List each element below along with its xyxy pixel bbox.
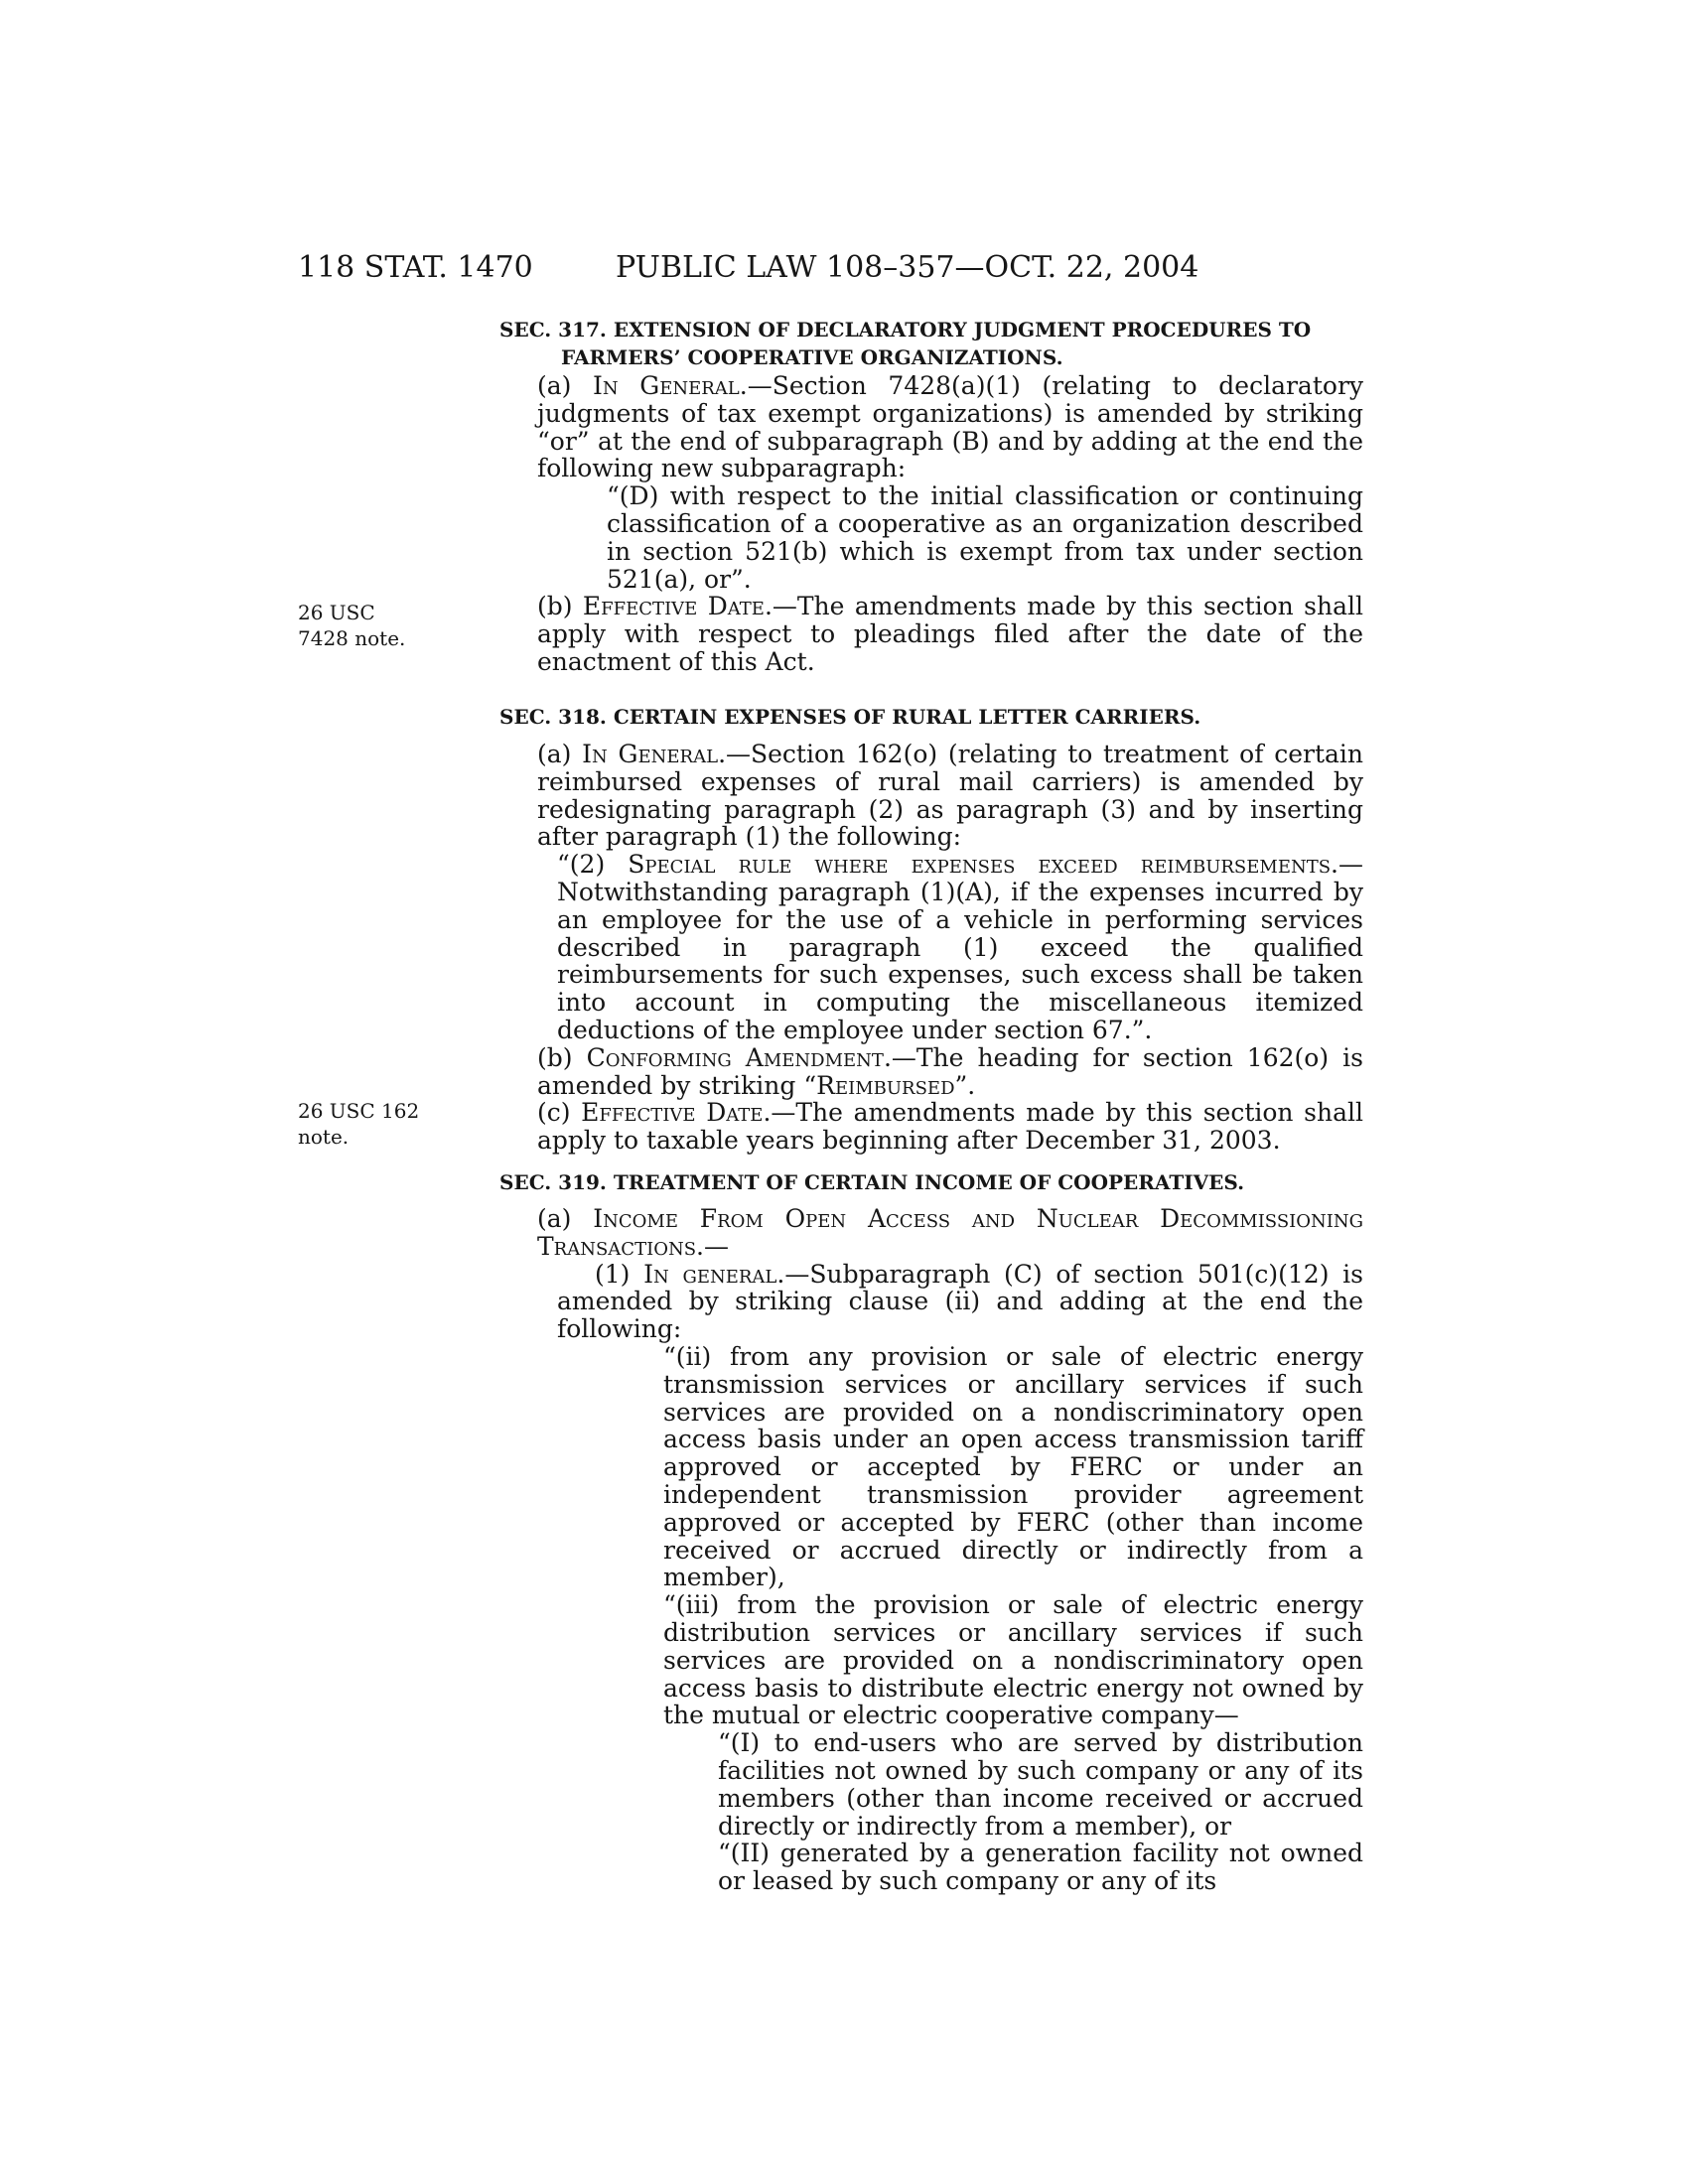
sec-317-b-label: (b) <box>537 592 583 621</box>
sec-318-p2-heading: Special rule where expenses exceed reimbursements <box>628 850 1332 880</box>
sec-317-a-heading: In General <box>593 371 740 400</box>
sec-318-title: SEC. 318. CERTAIN EXPENSES OF RURAL LETTER CARRIERS. <box>499 705 1201 729</box>
sec-317-a-label: (a) <box>537 371 594 400</box>
sec-319-a-1-inner <box>557 1261 1363 1343</box>
sec-318-b-text1: .—The heading for section 162(o) is amended by striking “ <box>537 1042 1363 1100</box>
sec-318-p2-label: “(2) <box>557 850 629 880</box>
sec-317-title-line1: SEC. 317. EXTENSION OF DECLARATORY JUDGMENT PROCEDURES TO <box>499 318 1312 341</box>
sec-318-b-caps: Reimbursed <box>816 1070 955 1100</box>
side-note-162: 26 USC 162 note. <box>298 1099 420 1149</box>
sec-318-a-heading: In General <box>582 740 719 768</box>
sec-319-a-heading: Income From Open Access and Nuclear Decommissioning Transactions <box>537 1204 1364 1261</box>
sec-319-title: SEC. 319. TREATMENT OF CERTAIN INCOME OF COOPERATIVES. <box>499 1170 1245 1194</box>
sec-317-title-line2: FARMERS’ COOPERATIVE ORGANIZATIONS. <box>561 345 1063 369</box>
page-reference: 118 STAT. 1470 <box>298 250 533 285</box>
sec-319-clause-iii: “(iii) from the provision or sale of electric energy distribution services or ancillary services if such services are provided on a nondiscriminatory open access basis to distribute electric energy not owned by the mutual or electric cooperative company— <box>663 1590 1363 1730</box>
sec-318-b-label: (b) <box>537 1042 587 1072</box>
sec-318-b <box>499 1044 1363 1100</box>
sec-318-p2-text: .—Notwithstanding paragraph (1)(A), if the expenses incurred by an employee for the use of a vehicle in performing services described in paragraph (1) exceed the qualified reimbursements for such expenses, such excess shall be taken into account in computing the miscellaneous itemized deductions of the employee under section 67.”. <box>557 850 1363 1044</box>
sec-318-a-label: (a) <box>537 740 583 768</box>
sec-319-subclause-I: “(I) to end-users who are served by distribution facilities not owned by such company or any of its members (other than income received or accrued directly or indirectly from a member), or <box>718 1728 1363 1841</box>
sec-317-b <box>499 593 1363 675</box>
sec-318-b-text2: ”. <box>954 1070 976 1100</box>
sec-318-c-text: .—The amendments made by this section shall apply to taxable years beginning after December 31, 2003. <box>537 1098 1364 1156</box>
sec-318-c <box>499 1099 1363 1155</box>
sec-318-a <box>499 741 1363 851</box>
sec-319-subclause-II: “(II) generated by a generation facility not owned or leased by such company or any of its <box>718 1839 1363 1896</box>
sec-317-b-heading: Effective Date <box>582 592 765 621</box>
sec-319-a <box>499 1205 1363 1261</box>
sec-319-a-text: .— <box>696 1231 729 1261</box>
law-title: PUBLIC LAW 108–357—OCT. 22, 2004 <box>616 250 1199 285</box>
sec-318-para-2 <box>499 851 1363 1044</box>
sec-318-a-text: .—Section 162(o) (relating to treatment of certain reimbursed expenses of rural mail carriers) is amended by redesignating paragraph (2) as paragraph (3) and by inserting after paragraph (1) the following: <box>537 740 1364 852</box>
sec-319-a-1 <box>499 1261 1363 1343</box>
sec-317-b-text: .—The amendments made by this section shall apply with respect to pleadings filed after the date of the enactment of this Act. <box>537 592 1364 676</box>
sec-318-b-heading: Conforming Amendment <box>586 1042 884 1072</box>
sec-319-p1-heading: In general <box>643 1259 777 1289</box>
sec-319-p1-label: (1) <box>595 1259 644 1289</box>
sec-318-body <box>499 741 1363 1155</box>
sec-318-c-heading: Effective Date <box>581 1098 764 1128</box>
sec-317-title <box>499 316 1363 371</box>
sec-317-a <box>499 372 1363 482</box>
sec-319-clause-ii: “(ii) from any provision or sale of electric energy transmission services or ancillary services if such services are provided on a nondiscriminatory open access basis under an open access transmission tariff approved or accepted by FERC or under an independent transmission provider agreement approved or accepted by FERC (other than income received or accrued directly or indirectly from a member), <box>663 1341 1363 1592</box>
sec-317-a-text: .—Section 7428(a)(1) (relating to declaratory judgments of tax exempt organizations) is amended by striking “or” at the end of subparagraph (B) and by adding at the end the following new subparagraph: <box>537 371 1364 483</box>
sec-319-a-label: (a) <box>537 1204 594 1233</box>
sec-319-p1-text: .—Subparagraph (C) of section 501(c)(12) is amended by striking clause (ii) and adding at the end the following: <box>557 1259 1363 1344</box>
sec-317-d: “(D) with respect to the initial classification or continuing classification of a cooperative as an organization described in section 521(b) which is exempt from tax under section 521(a), or”. <box>607 481 1363 594</box>
sec-318-c-label: (c) <box>537 1098 582 1128</box>
side-note-7428: 26 USC 7428 note. <box>298 601 406 650</box>
sec-319-body <box>499 1205 1363 1895</box>
sec-317-body <box>499 372 1363 676</box>
